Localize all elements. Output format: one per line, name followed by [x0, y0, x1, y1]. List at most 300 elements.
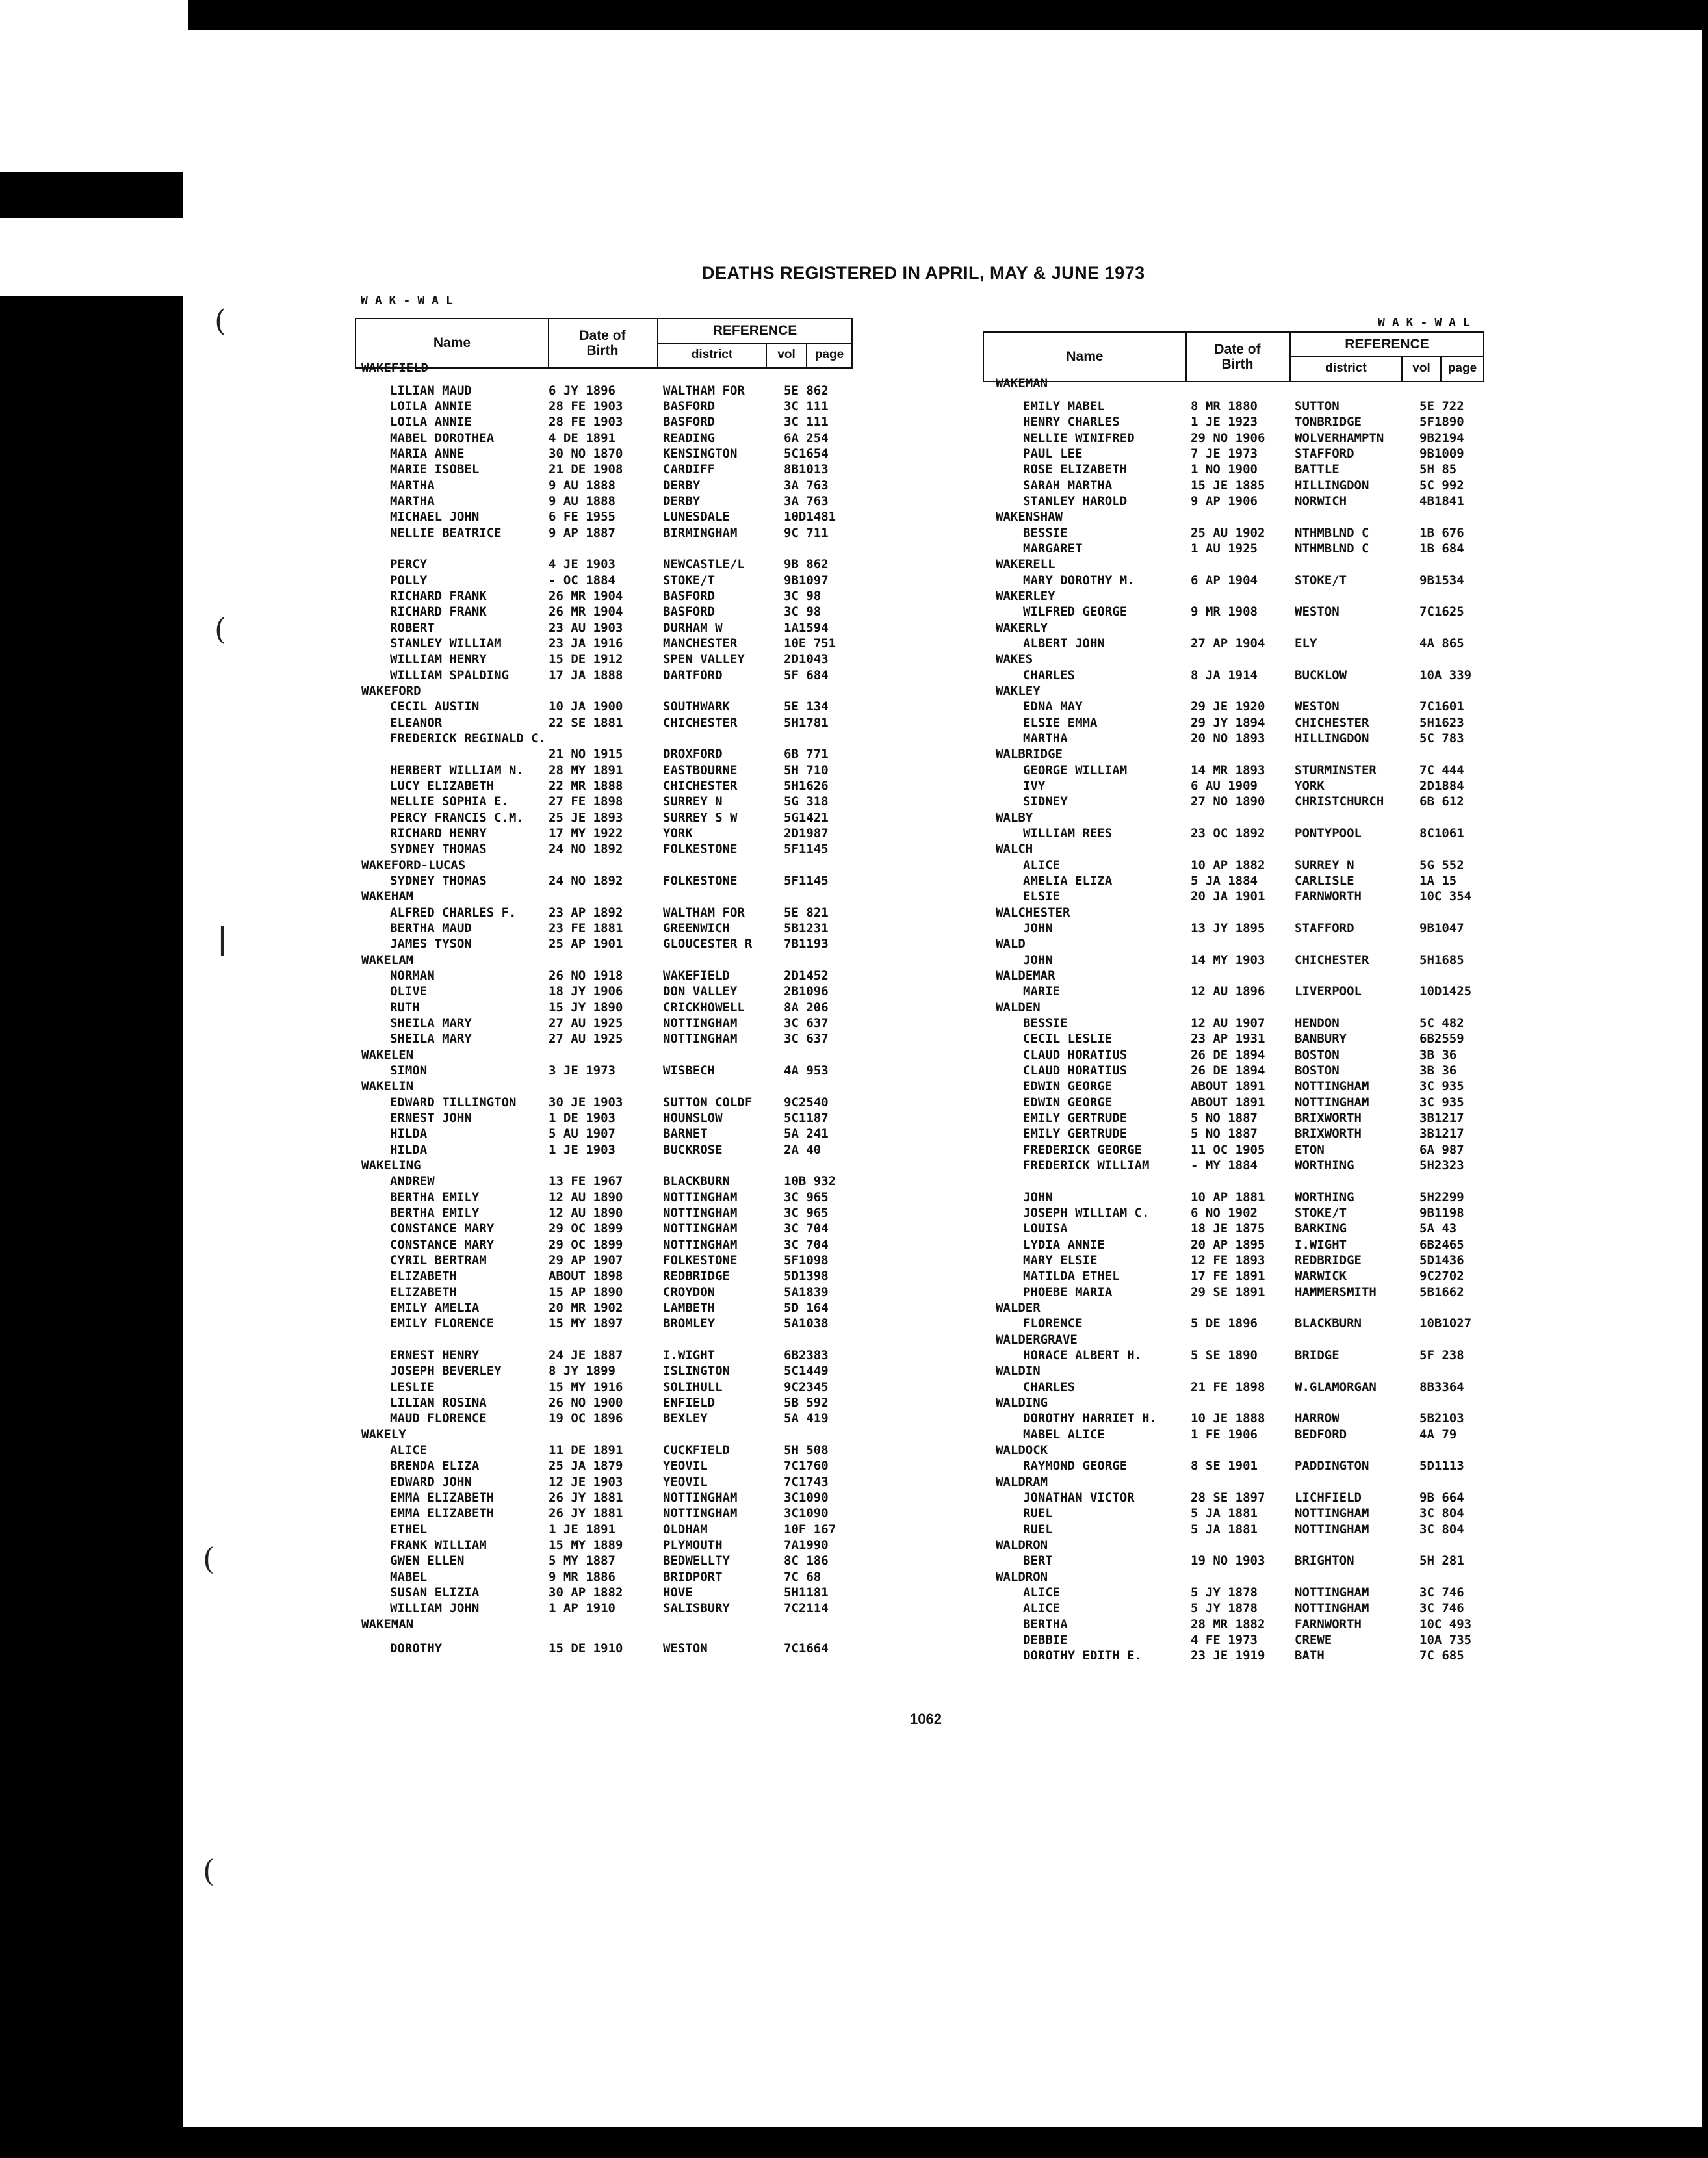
- forenames: DOROTHY EDITH E.: [1023, 1648, 1143, 1663]
- vol-page: 3C 111: [784, 399, 829, 413]
- district: REDBRIDGE: [663, 1269, 730, 1283]
- district: BRIGHTON: [1295, 1554, 1354, 1568]
- forenames: EMILY MABEL: [1023, 399, 1105, 413]
- date-of-birth: 27 AP 1904: [1191, 636, 1265, 651]
- date-of-birth: 1 DE 1903: [549, 1111, 615, 1125]
- surname: WAKERLY: [996, 621, 1048, 635]
- district: NOTTINGHAM: [1295, 1585, 1369, 1600]
- date-of-birth: 6 AU 1909: [1191, 779, 1258, 793]
- forenames: RICHARD HENRY: [390, 826, 487, 840]
- date-of-birth: 29 SE 1891: [1191, 1285, 1265, 1299]
- date-of-birth: 23 AP 1931: [1191, 1032, 1265, 1046]
- vol-page: 2A 40: [784, 1143, 822, 1157]
- vol-page: 7C 444: [1419, 763, 1464, 777]
- district: BOSTON: [1295, 1048, 1339, 1062]
- date-of-birth: 1 JE 1923: [1191, 415, 1258, 429]
- forenames: MABEL: [390, 1570, 428, 1584]
- surname: WALDEMAR: [996, 968, 1055, 983]
- date-of-birth: 21 NO 1915: [549, 747, 623, 761]
- date-of-birth: 15 MY 1897: [549, 1316, 623, 1331]
- date-of-birth: 23 FE 1881: [549, 921, 623, 935]
- forenames: NELLIE BEATRICE: [390, 526, 502, 540]
- district: BLACKBURN: [1295, 1316, 1362, 1331]
- forenames: ANDREW: [390, 1174, 435, 1188]
- date-of-birth: 26 DE 1894: [1191, 1063, 1265, 1078]
- forenames: ETHEL: [390, 1522, 428, 1537]
- surname: WALCH: [996, 842, 1033, 856]
- district: BUCKROSE: [663, 1143, 723, 1157]
- forenames: BERTHA EMILY: [390, 1190, 480, 1204]
- surname: WALBRIDGE: [996, 747, 1063, 761]
- page-title: DEATHS REGISTERED IN APRIL, MAY & JUNE 1973: [702, 263, 1145, 283]
- district: DON VALLEY: [663, 984, 738, 998]
- vol-page: 2B1096: [784, 984, 829, 998]
- forenames: LUCY ELIZABETH: [390, 779, 495, 793]
- header-dob-line2: Birth: [586, 343, 619, 358]
- date-of-birth: 29 JY 1894: [1191, 716, 1265, 730]
- header-district: district: [658, 343, 767, 367]
- vol-page: 3B1217: [1419, 1126, 1464, 1141]
- district: CREWE: [1295, 1633, 1332, 1647]
- date-of-birth: 15 JY 1890: [549, 1000, 623, 1015]
- surname: WALDRAM: [996, 1475, 1048, 1489]
- date-of-birth: 17 MY 1922: [549, 826, 623, 840]
- date-of-birth: 8 MR 1880: [1191, 399, 1258, 413]
- district: WALTHAM FOR: [663, 905, 745, 920]
- district: NOTTINGHAM: [663, 1238, 738, 1252]
- header-dob-line1: Date of: [1214, 341, 1261, 357]
- forenames: SUSAN ELIZIA: [390, 1585, 480, 1600]
- forenames: MARGARET: [1023, 541, 1083, 556]
- surname: WAKEFIELD: [361, 361, 428, 375]
- vol-page: 5D 164: [784, 1301, 829, 1315]
- forenames: CECIL AUSTIN: [390, 699, 480, 714]
- surname: WALBY: [996, 811, 1033, 825]
- district: LICHFIELD: [1295, 1490, 1362, 1505]
- vol-page: 7C 685: [1419, 1648, 1464, 1663]
- vol-page: 9B2194: [1419, 431, 1464, 445]
- vol-page: 3C 804: [1419, 1506, 1464, 1520]
- vol-page: 5A1839: [784, 1285, 829, 1299]
- vol-page: 5D1398: [784, 1269, 829, 1283]
- vol-page: 3B 36: [1419, 1048, 1457, 1062]
- header-reference: REFERENCE: [658, 319, 851, 344]
- date-of-birth: 6 NO 1902: [1191, 1206, 1258, 1220]
- date-of-birth: ABOUT 1898: [549, 1269, 623, 1283]
- date-of-birth: 5 NO 1887: [1191, 1111, 1258, 1125]
- date-of-birth: - OC 1884: [549, 573, 615, 588]
- surname: WAKEHAM: [361, 889, 414, 904]
- date-of-birth: 23 AU 1903: [549, 621, 623, 635]
- date-of-birth: 22 MR 1888: [549, 779, 623, 793]
- district: SURREY N: [663, 794, 723, 809]
- vol-page: 6A 254: [784, 431, 829, 445]
- vol-page: 3C 111: [784, 415, 829, 429]
- vol-page: 5H1623: [1419, 716, 1464, 730]
- district: NOTTINGHAM: [1295, 1601, 1369, 1615]
- district: NOTTINGHAM: [663, 1032, 738, 1046]
- vol-page: 5C1654: [784, 447, 829, 461]
- district: FOLKESTONE: [663, 1253, 738, 1268]
- vol-page: 5E 134: [784, 699, 829, 714]
- vol-page: 8A 206: [784, 1000, 829, 1015]
- forenames: EDWARD JOHN: [390, 1475, 472, 1489]
- forenames: JOHN: [1023, 953, 1053, 967]
- forenames: MABEL ALICE: [1023, 1427, 1105, 1442]
- vol-page: 5B 592: [784, 1396, 829, 1410]
- header-reference: REFERENCE: [1291, 333, 1483, 358]
- forenames: BERTHA EMILY: [390, 1206, 480, 1220]
- forenames: LOILA ANNIE: [390, 415, 472, 429]
- vol-page: 5C 482: [1419, 1016, 1464, 1030]
- vol-page: 7C1664: [784, 1641, 829, 1656]
- district: FARNWORTH: [1295, 889, 1362, 904]
- date-of-birth: 27 NO 1890: [1191, 794, 1265, 809]
- date-of-birth: 26 JY 1881: [549, 1490, 623, 1505]
- vol-page: 5H2299: [1419, 1190, 1464, 1204]
- forenames: SYDNEY THOMAS: [390, 842, 487, 856]
- date-of-birth: - MY 1884: [1191, 1158, 1258, 1173]
- vol-page: 7C2114: [784, 1601, 829, 1615]
- district: EASTBOURNE: [663, 763, 738, 777]
- district: SUTTON COLDF: [663, 1095, 753, 1110]
- forenames: BRENDA ELIZA: [390, 1459, 480, 1473]
- date-of-birth: 1 JE 1903: [549, 1143, 615, 1157]
- district: OLDHAM: [663, 1522, 708, 1537]
- forenames: HILDA: [390, 1126, 428, 1141]
- date-of-birth: 29 OC 1899: [549, 1221, 623, 1236]
- district: NOTTINGHAM: [1295, 1095, 1369, 1110]
- surname: WAKEMAN: [361, 1617, 414, 1632]
- forenames: HORACE ALBERT H.: [1023, 1348, 1143, 1362]
- date-of-birth: 28 MR 1882: [1191, 1617, 1265, 1632]
- forenames: WILLIAM JOHN: [390, 1601, 480, 1615]
- vol-page: 8B3364: [1419, 1380, 1464, 1394]
- forenames: ALICE: [1023, 858, 1061, 872]
- date-of-birth: 4 FE 1973: [1191, 1633, 1258, 1647]
- date-of-birth: 30 JE 1903: [549, 1095, 623, 1110]
- district: YORK: [663, 826, 693, 840]
- vol-page: 3C 98: [784, 589, 822, 603]
- vol-page: 3C1090: [784, 1506, 829, 1520]
- vol-page: 6B2559: [1419, 1032, 1464, 1046]
- district: NOTTINGHAM: [663, 1221, 738, 1236]
- date-of-birth: 23 OC 1892: [1191, 826, 1265, 840]
- district: SURREY N: [1295, 858, 1354, 872]
- district: WESTON: [1295, 699, 1339, 714]
- district: W.GLAMORGAN: [1295, 1380, 1377, 1394]
- date-of-birth: 28 FE 1903: [549, 415, 623, 429]
- forenames: EDWIN GEORGE: [1023, 1095, 1113, 1110]
- date-of-birth: 9 AU 1888: [549, 478, 615, 493]
- date-of-birth: 25 AP 1901: [549, 937, 623, 951]
- date-of-birth: 9 AP 1887: [549, 526, 615, 540]
- vol-page: 6B2465: [1419, 1238, 1464, 1252]
- district: I.WIGHT: [1295, 1238, 1347, 1252]
- vol-page: 5H 508: [784, 1443, 829, 1457]
- date-of-birth: 14 MR 1893: [1191, 763, 1265, 777]
- date-of-birth: 26 MR 1904: [549, 604, 623, 619]
- vol-page: 5H 85: [1419, 462, 1457, 476]
- date-of-birth: 15 MY 1889: [549, 1538, 623, 1552]
- header-vol: vol: [1403, 356, 1442, 381]
- vol-page: 5H2323: [1419, 1158, 1464, 1173]
- vol-page: 9C2540: [784, 1095, 829, 1110]
- date-of-birth: 25 AU 1902: [1191, 526, 1265, 540]
- date-of-birth: 13 JY 1895: [1191, 921, 1265, 935]
- date-of-birth: 24 NO 1892: [549, 874, 623, 888]
- forenames: ALICE: [1023, 1585, 1061, 1600]
- vol-page: 2D1987: [784, 826, 829, 840]
- forenames: FLORENCE: [1023, 1316, 1083, 1331]
- forenames: BESSIE: [1023, 526, 1068, 540]
- forenames: MARTHA: [390, 494, 435, 508]
- date-of-birth: 15 MY 1916: [549, 1380, 623, 1394]
- date-of-birth: 20 AP 1895: [1191, 1238, 1265, 1252]
- surname: WAKLEY: [996, 684, 1041, 698]
- district: SOLIHULL: [663, 1380, 723, 1394]
- forenames: EMILY FLORENCE: [390, 1316, 495, 1331]
- forenames: BERT: [1023, 1554, 1053, 1568]
- forenames: NELLIE WINIFRED: [1023, 431, 1135, 445]
- forenames: PERCY FRANCIS C.M.: [390, 811, 524, 825]
- district: DROXFORD: [663, 747, 723, 761]
- district: WORTHING: [1295, 1158, 1354, 1173]
- table-header-left: [355, 318, 853, 369]
- district: CHICHESTER: [1295, 953, 1369, 967]
- surname: WAKEMAN: [996, 376, 1048, 391]
- district: BATTLE: [1295, 462, 1339, 476]
- date-of-birth: 24 JE 1887: [549, 1348, 623, 1362]
- district: FOLKESTONE: [663, 874, 738, 888]
- scan-margin-top: [0, 0, 188, 172]
- district: NOTTINGHAM: [1295, 1522, 1369, 1537]
- forenames: WILLIAM SPALDING: [390, 668, 510, 682]
- district: ETON: [1295, 1143, 1325, 1157]
- district: NOTTINGHAM: [663, 1190, 738, 1204]
- date-of-birth: 15 JE 1885: [1191, 478, 1265, 493]
- forenames: ALICE: [1023, 1601, 1061, 1615]
- vol-page: 3C 935: [1419, 1079, 1464, 1093]
- district: HILLINGDON: [1295, 731, 1369, 746]
- district: NOTTINGHAM: [663, 1506, 738, 1520]
- vol-page: 9B1097: [784, 573, 829, 588]
- index-range-left: WAK-WAL: [361, 294, 460, 307]
- district: BARKING: [1295, 1221, 1347, 1236]
- vol-page: 1A 15: [1419, 874, 1457, 888]
- date-of-birth: 22 SE 1881: [549, 716, 623, 730]
- date-of-birth: 8 JY 1899: [549, 1364, 615, 1378]
- district: BASFORD: [663, 589, 716, 603]
- vol-page: 5A 241: [784, 1126, 829, 1141]
- date-of-birth: 19 NO 1903: [1191, 1554, 1265, 1568]
- vol-page: 5A 43: [1419, 1221, 1457, 1236]
- surname: WALCHESTER: [996, 905, 1070, 920]
- date-of-birth: 29 JE 1920: [1191, 699, 1265, 714]
- surname: WAKELING: [361, 1158, 421, 1173]
- district: WESTON: [1295, 604, 1339, 619]
- district: MANCHESTER: [663, 636, 738, 651]
- date-of-birth: 10 JE 1888: [1191, 1411, 1265, 1425]
- date-of-birth: 14 MY 1903: [1191, 953, 1265, 967]
- surname: WAKEFORD: [361, 684, 421, 698]
- vol-page: 5B1231: [784, 921, 829, 935]
- header-date-of-birth: [548, 319, 658, 367]
- forenames: DOROTHY HARRIET H.: [1023, 1411, 1157, 1425]
- district: PONTYPOOL: [1295, 826, 1362, 840]
- vol-page: 5H 710: [784, 763, 829, 777]
- forenames: EDWARD TILLINGTON: [390, 1095, 517, 1110]
- date-of-birth: 27 FE 1898: [549, 794, 623, 809]
- date-of-birth: 18 JE 1875: [1191, 1221, 1265, 1236]
- date-of-birth: 9 MR 1886: [549, 1570, 615, 1584]
- forenames: MARY DOROTHY M.: [1023, 573, 1135, 588]
- forenames: ERNEST HENRY: [390, 1348, 480, 1362]
- date-of-birth: 6 AP 1904: [1191, 573, 1258, 588]
- forenames: SYDNEY THOMAS: [390, 874, 487, 888]
- vol-page: 3B1217: [1419, 1111, 1464, 1125]
- district: YEOVIL: [663, 1459, 708, 1473]
- district: FARNWORTH: [1295, 1617, 1362, 1632]
- vol-page: 10F 167: [784, 1522, 836, 1537]
- forenames: MICHAEL JOHN: [390, 510, 480, 524]
- date-of-birth: 17 JA 1888: [549, 668, 623, 682]
- date-of-birth: 15 AP 1890: [549, 1285, 623, 1299]
- district: BRIXWORTH: [1295, 1126, 1362, 1141]
- forenames: POLLY: [390, 573, 428, 588]
- district: SUTTON: [1295, 399, 1339, 413]
- date-of-birth: 12 AU 1907: [1191, 1016, 1265, 1030]
- date-of-birth: 18 JY 1906: [549, 984, 623, 998]
- date-of-birth: 1 NO 1900: [1191, 462, 1258, 476]
- date-of-birth: ABOUT 1891: [1191, 1079, 1265, 1093]
- date-of-birth: 10 AP 1881: [1191, 1190, 1265, 1204]
- vol-page: 3C 935: [1419, 1095, 1464, 1110]
- date-of-birth: 1 AU 1925: [1191, 541, 1258, 556]
- date-of-birth: 27 AU 1925: [549, 1016, 623, 1030]
- date-of-birth: 23 JA 1916: [549, 636, 623, 651]
- district: HAMMERSMITH: [1295, 1285, 1377, 1299]
- forenames: MARTHA: [390, 478, 435, 493]
- forenames: EMILY GERTRUDE: [1023, 1126, 1128, 1141]
- vol-page: 3A 763: [784, 478, 829, 493]
- date-of-birth: 23 AP 1892: [549, 905, 623, 920]
- vol-page: 5G 552: [1419, 858, 1464, 872]
- vol-page: 7C1760: [784, 1459, 829, 1473]
- date-of-birth: 28 FE 1903: [549, 399, 623, 413]
- forenames: MARIE: [1023, 984, 1061, 998]
- district: HILLINGDON: [1295, 478, 1369, 493]
- forenames: RICHARD FRANK: [390, 589, 487, 603]
- forenames: ELIZABETH: [390, 1269, 457, 1283]
- district: YORK: [1295, 779, 1325, 793]
- district: DURHAM W: [663, 621, 723, 635]
- date-of-birth: 11 OC 1905: [1191, 1143, 1265, 1157]
- forenames: LILIAN ROSINA: [390, 1396, 487, 1410]
- vol-page: 7C1743: [784, 1475, 829, 1489]
- vol-page: 9B1047: [1419, 921, 1464, 935]
- surname: WALDIN: [996, 1364, 1041, 1378]
- date-of-birth: 1 AP 1910: [549, 1601, 615, 1615]
- district: CUCKFIELD: [663, 1443, 730, 1457]
- forenames: HERBERT WILLIAM N.: [390, 763, 524, 777]
- district: CROYDON: [663, 1285, 716, 1299]
- date-of-birth: 25 JE 1893: [549, 811, 623, 825]
- forenames: FREDERICK REGINALD C.: [390, 731, 547, 746]
- vol-page: 5G1421: [784, 811, 829, 825]
- forenames: SIDNEY: [1023, 794, 1068, 809]
- forenames: MARIE ISOBEL: [390, 462, 480, 476]
- date-of-birth: 8 JA 1914: [1191, 668, 1258, 682]
- date-of-birth: ABOUT 1891: [1191, 1095, 1265, 1110]
- vol-page: 9C 711: [784, 526, 829, 540]
- vol-page: 1B 676: [1419, 526, 1464, 540]
- forenames: RUTH: [390, 1000, 420, 1015]
- vol-page: 2D1884: [1419, 779, 1464, 793]
- forenames: STANLEY HAROLD: [1023, 494, 1128, 508]
- district: BASFORD: [663, 399, 716, 413]
- vol-page: 10A 339: [1419, 668, 1472, 682]
- date-of-birth: 15 DE 1910: [549, 1641, 623, 1656]
- district: HENDON: [1295, 1016, 1339, 1030]
- date-of-birth: 12 AU 1890: [549, 1206, 623, 1220]
- vol-page: 9B 862: [784, 557, 829, 571]
- date-of-birth: 12 AU 1890: [549, 1190, 623, 1204]
- forenames: NORMAN: [390, 968, 435, 983]
- district: LAMBETH: [663, 1301, 716, 1315]
- vol-page: 6B 771: [784, 747, 829, 761]
- date-of-birth: 6 FE 1955: [549, 510, 615, 524]
- district: NORWICH: [1295, 494, 1347, 508]
- district: WAKEFIELD: [663, 968, 730, 983]
- forenames: LYDIA ANNIE: [1023, 1238, 1105, 1252]
- date-of-birth: 5 JA 1884: [1191, 874, 1258, 888]
- forenames: SHEILA MARY: [390, 1016, 472, 1030]
- surname: WAKELIN: [361, 1079, 414, 1093]
- binder-hole-mark: (: [203, 1853, 214, 1888]
- district: WALTHAM FOR: [663, 384, 745, 398]
- forenames: RICHARD FRANK: [390, 604, 487, 619]
- vol-page: 3A 763: [784, 494, 829, 508]
- date-of-birth: 20 MR 1902: [549, 1301, 623, 1315]
- date-of-birth: 5 AU 1907: [549, 1126, 615, 1141]
- date-of-birth: 4 JE 1903: [549, 557, 615, 571]
- forenames: EMMA ELIZABETH: [390, 1490, 495, 1505]
- surname: WALDRON: [996, 1570, 1048, 1584]
- district: BATH: [1295, 1648, 1325, 1663]
- district: GREENWICH: [663, 921, 730, 935]
- district: BRIDPORT: [663, 1570, 723, 1584]
- date-of-birth: 1 JE 1891: [549, 1522, 615, 1537]
- district: NOTTINGHAM: [663, 1490, 738, 1505]
- date-of-birth: 10 AP 1882: [1191, 858, 1265, 872]
- vol-page: 4A 953: [784, 1063, 829, 1078]
- vol-page: 6B 612: [1419, 794, 1464, 809]
- vol-page: 5G 318: [784, 794, 829, 809]
- vol-page: 5E 862: [784, 384, 829, 398]
- district: BEDWELLTY: [663, 1554, 730, 1568]
- header-page: page: [1447, 361, 1477, 375]
- date-of-birth: 5 NO 1887: [1191, 1126, 1258, 1141]
- vol-page: 2D1452: [784, 968, 829, 983]
- district: BRIDGE: [1295, 1348, 1339, 1362]
- vol-page: 1B 684: [1419, 541, 1464, 556]
- forenames: BERTHA MAUD: [390, 921, 472, 935]
- district: WORTHING: [1295, 1190, 1354, 1204]
- forenames: LOILA ANNIE: [390, 399, 472, 413]
- vol-page: 3C 637: [784, 1016, 829, 1030]
- date-of-birth: 26 DE 1894: [1191, 1048, 1265, 1062]
